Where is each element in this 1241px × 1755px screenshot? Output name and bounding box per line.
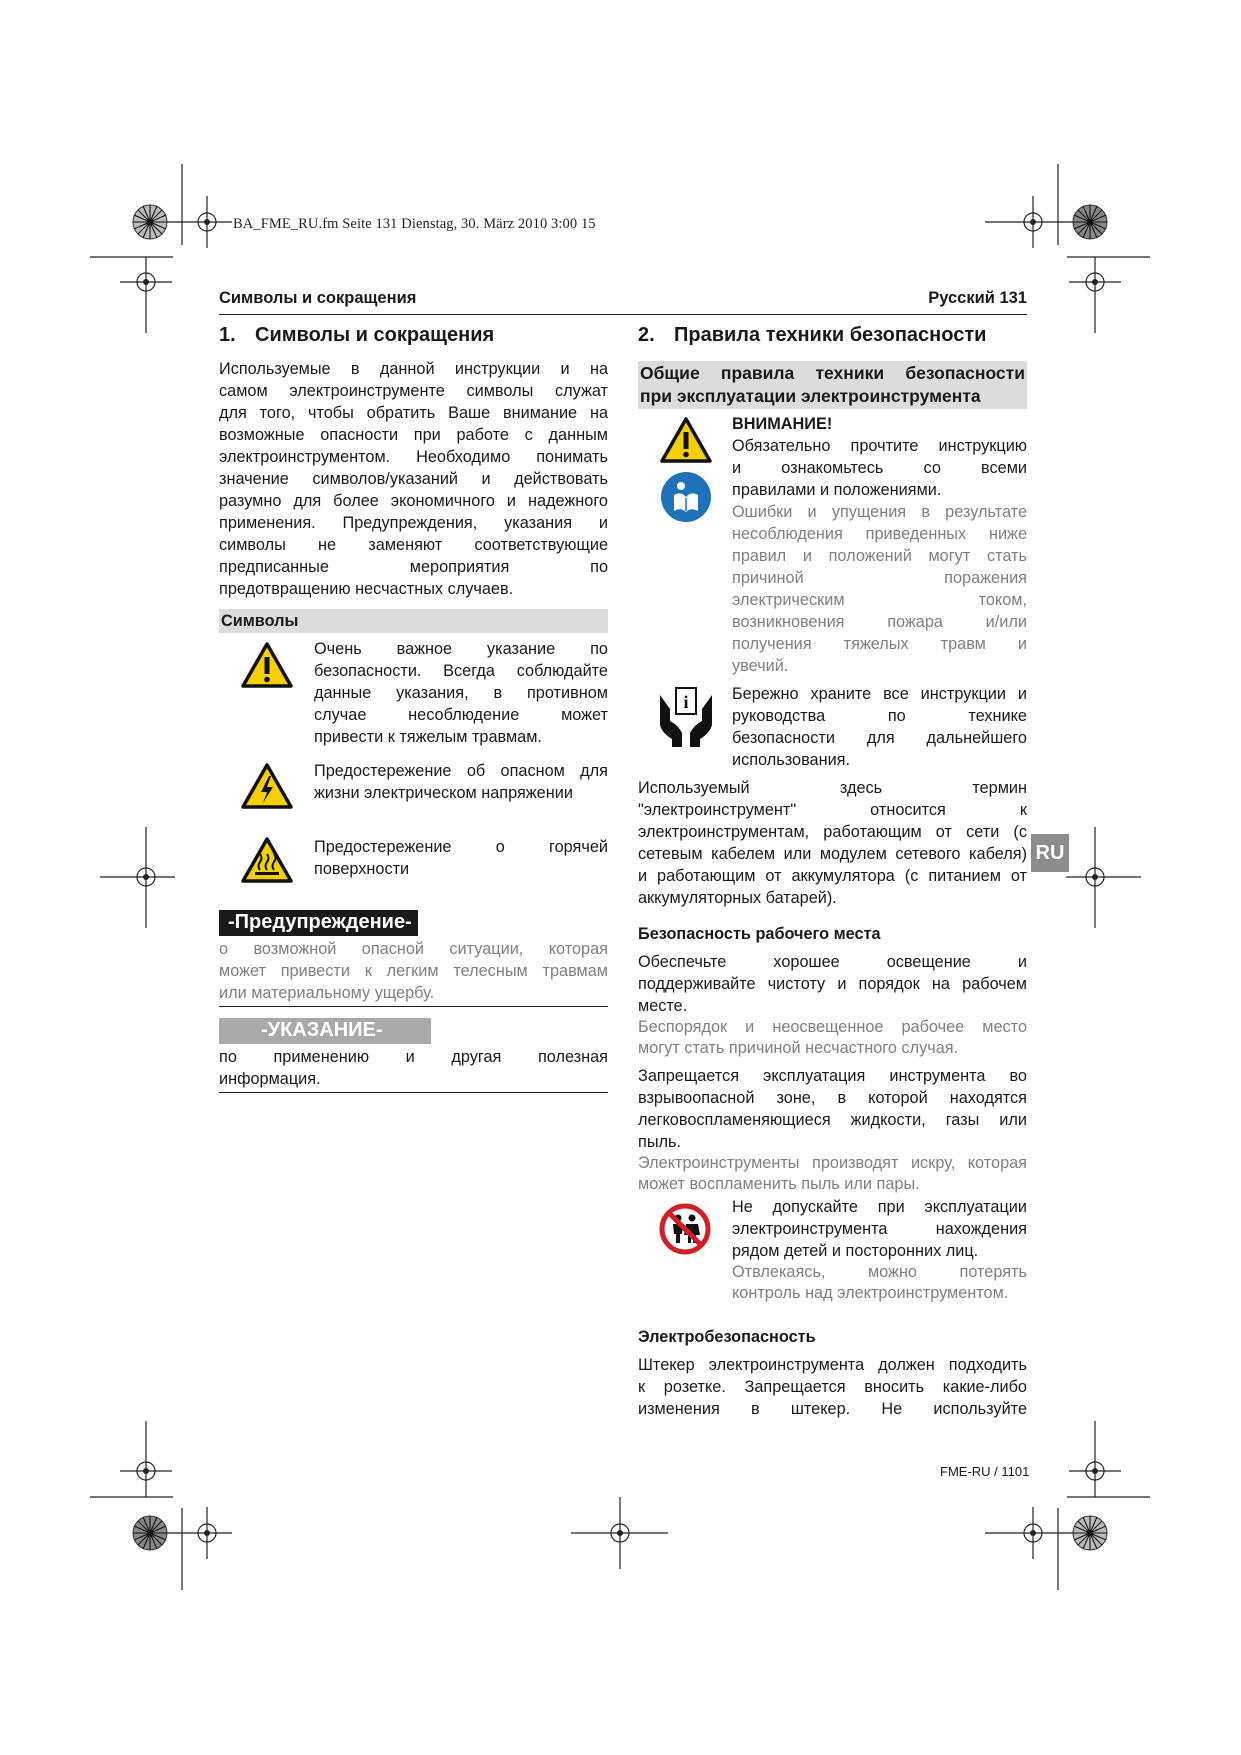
warning-triangle-icon bbox=[240, 641, 294, 689]
symbol-hot-surface: Предостережение о горячей поверхности bbox=[219, 836, 608, 890]
attention-title: ВНИМАНИЕ! bbox=[732, 415, 833, 433]
workplace-heading: Безопасность рабочего места bbox=[638, 925, 881, 943]
warning-text: о возможной опасной ситуации, которая может привести к легким телесным травмам или материальному ущербу. bbox=[219, 938, 608, 1007]
section-1-heading: 1. Символы и сокращения bbox=[219, 324, 495, 346]
warning-block bbox=[219, 910, 608, 1007]
running-header-left: Символы и сокращения bbox=[219, 289, 417, 307]
note-text: по применению и другая полезная информация. bbox=[219, 1046, 608, 1093]
explosive-text: Запрещается эксплуатация инструмента во взрывоопасной зоне, в которой находятся легковоспламеняющиеся жидкости, газы или пыль. bbox=[638, 1067, 1027, 1151]
keep-instructions-block: i Бережно храните все инструкции и руководства по технике безопасности для дальнейшего использования. bbox=[638, 683, 1027, 771]
running-header-right: Русский 131 bbox=[928, 289, 1027, 307]
svg-text:i: i bbox=[683, 692, 689, 712]
right-column bbox=[638, 324, 1027, 1420]
no-children-icon bbox=[658, 1202, 712, 1256]
warning-triangle-icon bbox=[659, 416, 713, 464]
electric-safety-heading: Электробезопасность bbox=[638, 1328, 816, 1346]
language-tab: RU bbox=[1031, 834, 1069, 872]
keep-manual-icon bbox=[656, 685, 716, 747]
section-1-intro: Используемые в данной инструкции и на самом электроинструменте символы служат для того, чтобы обратить Ваше внимание на возможные опасности при работе с данным электроинструментом. Необходимо понимать значение символов/указаний и действовать разумно для более экономичного и надежного применения. Предупреждения, указания и символы не заменяют соответствующие предписанные мероприятия по предотвращению несчастных случаев. bbox=[219, 360, 608, 598]
hot-surface-icon bbox=[240, 836, 294, 884]
children-block: Не допускайте при эксплуатации электроинструмента нахождения рядом детей и посторонних лиц. Отвлекаясь, можно потерять контроль над электроинструментом. bbox=[638, 1196, 1027, 1304]
general-safety-heading: Общие правила техники безопасности при эксплуатации электроинструмента bbox=[638, 361, 1027, 409]
symbol-warning: Очень важное указание по безопасности. Всегда соблюдайте данные указания, в противном случае несоблюдение может привести к тяжелым травмам. bbox=[219, 638, 608, 748]
explosive-consequence: Электроинструменты производят искру, которая может воспламенить пыль или пары. bbox=[638, 1154, 1027, 1193]
note-label: -УКАЗАНИЕ- bbox=[219, 1018, 431, 1044]
warning-label: -Предупреждение- bbox=[219, 910, 418, 936]
note-block bbox=[219, 1018, 608, 1093]
page-footer-code: FME-RU / 1101 bbox=[940, 1464, 1030, 1479]
workplace-consequence: Беспорядок и неосвещенное рабочее место могут стать причиной несчастного случая. bbox=[638, 1018, 1027, 1057]
left-column bbox=[219, 324, 608, 1093]
term-definition: Используемый здесь термин "электроинструмент" относится к электроинструментам, работающим от сети (с сетевым кабелем или модулем сетевого кабеля) и работающим от аккумулятора (с питанием от аккумуляторных батарей). bbox=[638, 779, 1027, 907]
header-rule bbox=[219, 314, 1027, 315]
symbols-heading: Символы bbox=[219, 609, 608, 633]
high-voltage-icon bbox=[240, 762, 294, 810]
electric-text: Штекер электроинструмента должен подходить к розетке. Запрещается вносить какие-либо изменения в штекер. Не используйте bbox=[638, 1356, 1027, 1418]
section-2-heading: 2. Правила техники безопасности bbox=[638, 324, 987, 346]
children-consequence: Отвлекаясь, можно потерять контроль над электроинструментом. bbox=[732, 1263, 1027, 1302]
read-manual-icon bbox=[660, 471, 712, 523]
print-info-line: BA_FME_RU.fm Seite 131 Dienstag, 30. März 2010 3:00 15 bbox=[233, 216, 596, 232]
attention-consequences: Ошибки и упущения в результате несоблюдения приведенных ниже правил и положений могут стать причиной поражения электрическим током, возникновения пожара и/или получения тяжелых травм и увечий. bbox=[732, 503, 1027, 675]
attention-block: ВНИМАНИЕ! Обязательно прочтите инструкцию и ознакомьтесь со всеми правилами и положениями. Ошибки и упущения в результате несоблюдения приведенных ниже правил и положений могут стать причиной поражения электрическим током, возникновения пожара и/или получения тяжелых травм и увечий. bbox=[638, 413, 1027, 677]
workplace-text: Обеспечьте хорошее освещение и поддерживайте чистоту и порядок на рабочем месте. bbox=[638, 953, 1027, 1015]
symbol-voltage: Предостережение об опасном для жизни электрическом напряжении bbox=[219, 760, 608, 816]
